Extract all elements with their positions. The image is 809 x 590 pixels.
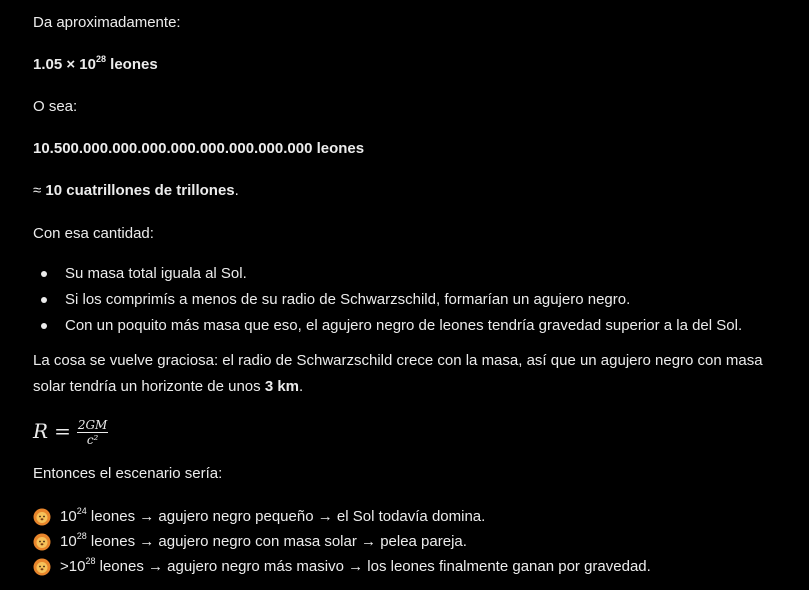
scenario-exponent: 28 [85, 555, 96, 566]
long-value: 10.500.000.000.000.000.000.000.000.000 leones [33, 140, 365, 157]
bullet-dot-icon [41, 323, 47, 329]
lion-face-icon [33, 558, 51, 576]
lion-face-icon [33, 533, 51, 551]
bullet-text: Si los comprimís a menos de su radio de Schwarzschild, formarían un agujero negro. [65, 291, 631, 308]
list-item [33, 554, 651, 579]
gracia-suffix: . [299, 378, 304, 395]
approx-prefix: ≈ [33, 182, 46, 199]
bullet-text: Su masa total iguala al Sol. [65, 265, 247, 282]
scenario-base: 10 [60, 507, 77, 525]
gracia-paragraph [33, 348, 793, 400]
entonces-text: Entonces el escenario sería: [33, 465, 223, 482]
scenario-exponent: 28 [76, 530, 87, 541]
sci-mantissa: 1.05 × 10 [33, 56, 96, 73]
bullet-text: Con un poquito más masa que eso, el agujero negro de leones tendría gravedad superior a la del Sol. [65, 317, 743, 334]
scenario-exponent: 24 [76, 505, 87, 516]
list-item [33, 529, 651, 554]
list-item [33, 314, 742, 340]
schwarzschild-formula [33, 416, 108, 446]
formula-fraction [77, 419, 109, 446]
gracia-text: La cosa se vuelve graciosa: el radio de Schwarzschild crece con la masa, así que un agujero negro con masa solar tendría un horizonte de unos [33, 352, 763, 395]
sci-unit: leones [106, 56, 158, 73]
scenario-text [60, 505, 485, 529]
list-item [33, 262, 742, 288]
lion-face-icon [33, 508, 51, 526]
approx-suffix: . [234, 182, 239, 199]
scenario-description: leones → agujero negro con masa solar → pelea pareja. [86, 532, 467, 550]
scenario-text [60, 555, 651, 579]
scenario-base: >10 [60, 557, 86, 575]
approx-bold: 10 cuatrillones de trillones [45, 182, 235, 199]
bullet-dot-icon [41, 297, 47, 303]
o-sea-text: O sea: [33, 98, 78, 115]
formula-lhs: R [33, 419, 49, 443]
sci-exponent: 28 [95, 54, 106, 64]
scenario-list [33, 504, 651, 579]
scientific-value [33, 53, 158, 77]
scenario-text [60, 530, 467, 554]
list-item [33, 504, 651, 529]
approx-text [33, 179, 239, 203]
intro-text: Da aproximadamente: [33, 14, 181, 31]
scenario-description: leones → agujero negro más masivo → los leones finalmente ganan por gravedad. [95, 557, 651, 575]
formula-equals: = [54, 419, 71, 443]
bullet-dot-icon [41, 271, 47, 277]
gracia-bold: 3 km [264, 378, 300, 395]
bullet-list [33, 262, 742, 340]
con-esa-text: Con esa cantidad: [33, 225, 154, 242]
scenario-description: leones → agujero negro pequeño → el Sol todavía domina. [86, 507, 486, 525]
formula-denominator: c² [86, 432, 99, 447]
list-item [33, 288, 742, 314]
formula-numerator: 2GM [77, 417, 108, 432]
scenario-base: 10 [60, 532, 77, 550]
